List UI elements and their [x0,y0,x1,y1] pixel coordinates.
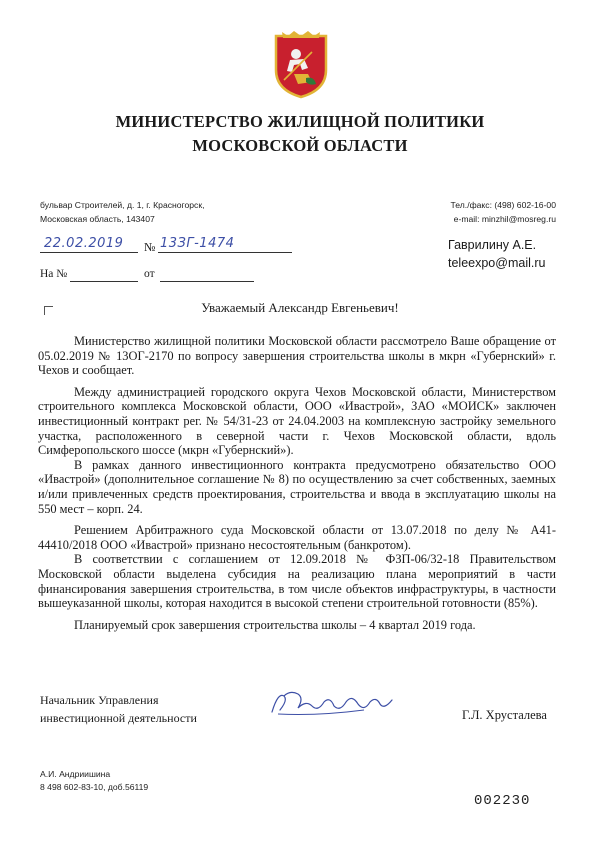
signer-position [40,691,197,727]
address-line2: Московская область, 143407 [40,214,155,224]
paragraph-1: Министерство жилищной политики Московской области рассмотрело Ваше обращение от 05.02.2019 № 13ОГ-2170 по вопросу завершения строительства школы в мкрн «Губернский» г. Чехов и сообщает. [38,334,556,378]
date-underline [40,252,138,253]
registration-line [40,236,300,256]
reply-number-blank [70,281,138,282]
reply-date-blank [160,281,254,282]
paragraph-5: В соответствии с соглашением от 12.09.2018 № ФЗП-06/32-18 Правительством Московской области выделена субсидия на реализацию плана мероприятий в части финансирования завершения строительства, в том числе объектов инфраструктуры, в частности вышеуказанной школы, которая находится в высокой степени строительной готовности (85%). [38,552,556,611]
ministry-title-line1: МИНИСТЕРСТВО ЖИЛИЩНОЙ ПОЛИТИКИ [115,112,485,131]
reply-reference-line [40,268,280,286]
executor-name: А.И. Андриишина [40,769,111,779]
signer-name: Г.Л. Хрусталева [462,708,547,722]
executor-info [40,768,148,794]
reply-from-label: от [144,268,155,280]
address-line1: бульвар Строителей, д. 1, г. Красногорск, [40,200,205,210]
handwritten-signature [268,686,396,720]
reply-number-label: На № [40,268,68,280]
position-line2: инвестиционной деятельности [40,711,197,725]
ministry-contacts [451,198,556,226]
ministry-email: e-mail: minzhil@mosreg.ru [453,214,556,224]
document-serial-number: 002230 [474,793,531,809]
ministry-address [40,198,205,226]
number-underline [158,252,292,253]
registration-number: 13ЗГ-1474 [160,236,235,251]
paragraph-6: Планируемый срок завершения строительства школы – 4 квартал 2019 года. [74,617,476,632]
paragraph-3: В рамках данного инвестиционного контракта предусмотрено обязательство ООО «Ивастрой» (дополнительное соглашение № 8) по осуществлению за счет собственных, заемных и/или привлеченных средств проектирования, строительства и ввода в эксплуатацию школы на 550 мест – корп. 24. [38,457,556,516]
registration-date: 22.02.2019 [44,236,124,251]
ministry-title [0,110,600,158]
recipient-email: teleexpo@mail.ru [448,256,546,270]
salutation: Уважаемый Александр Евгеньевич! [201,300,399,315]
paragraph-4: Решением Арбитражного суда Московской области от 13.07.2018 по делу № А41-44410/2018 ООО «Ивастрой» признано несостоятельным (банкротом). [38,523,556,552]
recipient-block [448,236,545,272]
ministry-title-line2: МОСКОВСКОЙ ОБЛАСТИ [192,136,408,155]
letter-body [38,334,556,632]
position-line1: Начальник Управления [40,693,159,707]
moscow-oblast-coat-of-arms-icon [272,30,330,100]
phone-fax: Тел./факс: (498) 602-16-00 [450,200,556,210]
number-label: № [144,240,156,254]
recipient-name: Гаврилину А.Е. [448,238,537,252]
paragraph-2: Между администрацией городского округа Чехов Московской области, Министерством строительного комплекса Московской области, ООО «Ивастрой», ЗАО «МОИСК» заключен инвестиционный контракт рег. № 54/31-23 от 24.04.2003 на комплексную застройку земельного участка, расположенного в северной части г. Чехов Московской области, вдоль Симферопольского шоссе (мкрн «Губернский»). [38,384,556,458]
executor-phone: 8 498 602-83-10, доб.56119 [40,782,149,792]
